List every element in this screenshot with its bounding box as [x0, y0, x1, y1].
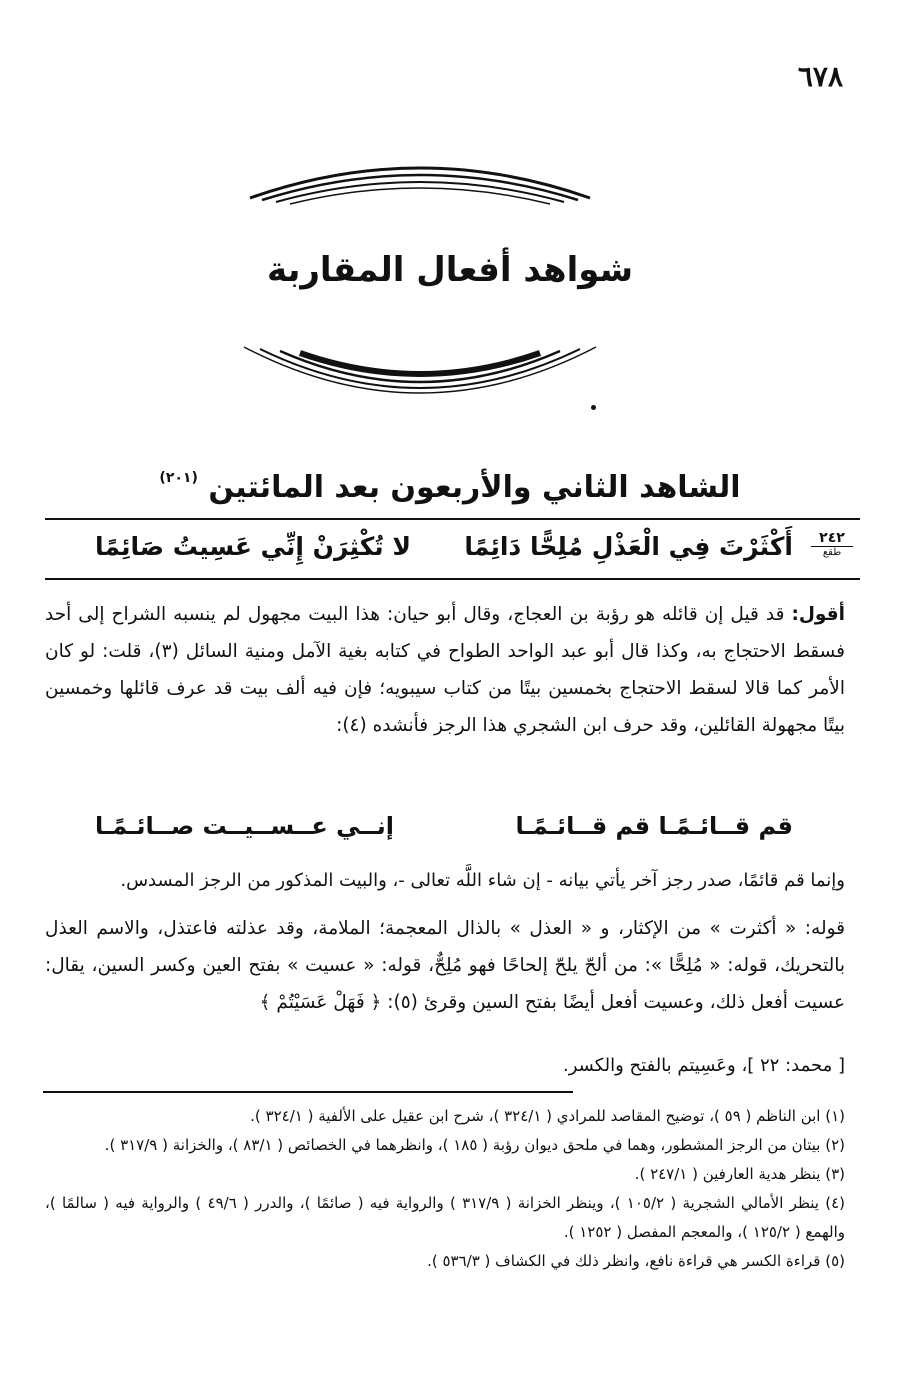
quoted-hemistich-1: قم قــائـمًـا قم قــائـمًـا [515, 812, 793, 840]
witness-title [130, 470, 770, 505]
bottom-ornament [240, 335, 600, 425]
paragraph-3-tail: [ محمد: ٢٢ ]، وعَسِيتم بالفتح والكسر. [562, 1055, 845, 1076]
verse-hemistich-2: لا تُكْثِرَنْ إِنِّي عَسِيتُ صَائِمًا [95, 532, 411, 561]
paragraph-1 [45, 596, 845, 744]
witness-title-text: الشاهد الثاني والأربعون بعد المائتين [208, 470, 741, 505]
footnote-separator [43, 1091, 573, 1093]
verse-bottom-rule [45, 578, 860, 580]
verse-top-rule [45, 518, 860, 520]
footnote-1: (١) ابن الناظم ( ٥٩ )، توضيح المقاصد للمرادي ( ٣٢٤/١ )، شرح ابن عقيل على الألفية ( ٣٢٤/١ ). [250, 1107, 845, 1125]
footnote-3: (٣) ينظر هدية العارفين ( ٢٤٧/١ ). [634, 1165, 845, 1183]
chapter-title: شواهد أفعال المقاربة [266, 250, 634, 290]
top-ornament [240, 148, 600, 208]
page-number: ٦٧٨ [797, 60, 843, 93]
verse-number-block [811, 530, 853, 558]
verse-hemistich-1: أَكْثَرْتَ فِي الْعَذْلِ مُلِحًّا دَائِمًا [464, 532, 793, 561]
verse-number: ٢٤٢ [811, 530, 853, 547]
footnote-2: (٢) بيتان من الرجز المشطور، وهما في ملحق ديوان رؤبة ( ١٨٥ )، وانظرهما في الخصائص ( ٨٣/١ )، والخزانة ( ٣١٧/٩ ). [104, 1136, 845, 1154]
paragraph-3: قوله: « أكثرت » من الإكثار، و « العذل » بالذال المعجمة؛ الملامة، وقد عذلته فاعتذل، والاسم العذل بالتحريك، قوله: « مُلِحًّا »: من ألحّ يلحّ إلحاحًا فهو مُلِحٌّ، قوله: « عسيت » بفتح العين وكسر السين، يقال: عسيت أفعل ذلك، وعسيت أفعل أيضًا بفتح السين وقرئ (٥): ﴿ فَهَلْ عَسَيْتُمْ ﴾ [45, 918, 845, 1013]
paragraph-1-text: قد قيل إن قائله هو رؤبة بن العجاج، وقال أبو حيان: هذا البيت مجهول لم ينسبه الشراح إلى أحد فسقط الاحتجاج به، وكذا قال أبو عبد الواحد الطواح في كتابه بغية الآمل ومنية السائل (٣)، قلت: لو كان الأمر كما قالا لسقط الاحتجاج بخمسين بيتًا من كتاب سيبويه؛ فإن فيه ألف بيت قد عرف قائلها وخمسين بيتًا مجهولة القائلين، وقد حرف ابن الشجري هذا الرجز فأنشده (٤): [45, 604, 845, 736]
footnote-4: (٤) ينظر الأمالي الشجرية ( ١٠٥/٢ )، وينظر الخزانة ( ٣١٧/٩ ) والرواية فيه ( صائمًا )، والدرر ( ٤٩/٦ ) والرواية فيه ( سالمًا )، والهمع ( ١٢٥/٢ )، والمعجم المفصل ( ١٢٥٢ ). [45, 1194, 845, 1241]
quoted-hemistich-2: إنــي عــســيــت صــائـمًـا [95, 812, 395, 840]
verse-number-label: طقع [822, 547, 842, 558]
witness-footnote-ref: (٢٠١) [159, 470, 198, 486]
footnotes [45, 1102, 845, 1276]
ornament-dot [591, 405, 596, 410]
footnote-5: (٥) قراءة الكسر هي قراءة نافع، وانظر ذلك في الكشاف ( ٥٣٦/٣ ). [427, 1252, 845, 1270]
paragraph-2: وإنما قم قائمًا، صدر رجز آخر يأتي بيانه - إن شاء اللَّه تعالى -، والبيت المذكور من الرجز المسدس. [120, 870, 845, 891]
paragraph-1-lead: أقول: [791, 604, 845, 625]
